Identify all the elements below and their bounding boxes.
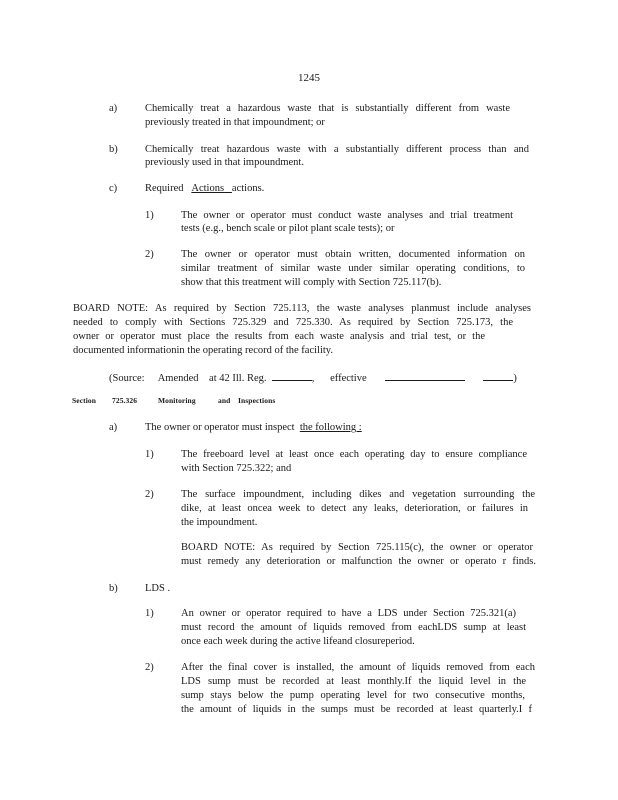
item-b-line-2: previously used in that impoundment. xyxy=(145,157,304,168)
section-a1-line-2: with Section 725.322; and xyxy=(181,463,292,474)
item-c1-line-2: tests (e.g., bench scale or pilot plant scale tests); or xyxy=(181,223,395,234)
section-a2-line-3: the impoundment. xyxy=(181,517,258,528)
item-c1-line-1: The owner or operator must conduct waste analyses and trial treatment xyxy=(181,210,513,221)
section-a-text xyxy=(145,421,362,434)
section-heading xyxy=(72,396,275,405)
source-close: ) xyxy=(513,373,517,384)
section-b2-line-2: LDS sump must be recorded at least monthly.If the liquid level in the xyxy=(181,676,526,687)
section-a1-line-1: The freeboard level at least once each operating day to ensure compliance xyxy=(181,449,527,460)
section-a1-label: 1) xyxy=(145,449,154,460)
section-title-2: and xyxy=(218,396,231,405)
item-c2-label: 2) xyxy=(145,249,154,260)
item-b-label: b) xyxy=(109,144,118,155)
source-note xyxy=(109,370,517,385)
item-c2-line-2: similar treatment of similar waste under similar operating conditions, to xyxy=(181,263,525,274)
reg-page-blank xyxy=(272,370,312,381)
section-title-1: Monitoring xyxy=(158,396,196,405)
item-b-line-1: Chemically treat hazardous waste with a substantially different process than and xyxy=(145,144,529,155)
board-note-1-line-2: needed to comply with Sections 725.329 and 725.330. As required by Section 725.173, the xyxy=(73,317,513,328)
section-a2-line-1: The surface impoundment, including dikes and vegetation surrounding the xyxy=(181,489,535,500)
section-b2-line-1: After the final cover is installed, the amount of liquids removed from each xyxy=(181,662,535,673)
board-note-2-line-1: BOARD NOTE: As required by Section 725.115(c), the owner or operator xyxy=(181,542,533,553)
board-note-1-line-3: owner or operator must place the results from each waste analysis and trial test, or the xyxy=(73,331,485,342)
section-word: Section xyxy=(72,396,97,405)
section-b1-line-3: once each week during the active lifeand closureperiod. xyxy=(181,636,415,647)
section-b2-line-4: the amount of liquids in the sumps must be recorded at least quarterly.I f xyxy=(181,704,532,715)
source-comma: , xyxy=(311,373,315,384)
section-b-label: b) xyxy=(109,583,118,594)
section-b1-label: 1) xyxy=(145,608,154,619)
item-c2-line-3: show that this treatment will comply with Section 725.117(b). xyxy=(181,277,442,288)
source-open: (Source: xyxy=(109,373,145,384)
section-b1-line-1: An owner or operator required to have a LDS under Section 725.321(a) xyxy=(181,608,516,619)
source-effective: effective xyxy=(330,373,367,384)
section-number: 725.326 xyxy=(112,396,138,405)
board-note-1-line-4: documented informationin the operating record of the facility. xyxy=(73,345,333,356)
item-a-line-1: Chemically treat a hazardous waste that is substantially different from waste xyxy=(145,103,510,114)
page-number: 1245 xyxy=(298,72,320,84)
item-c2-line-1: The owner or operator must obtain written, documented information on xyxy=(181,249,525,260)
board-note-1-line-1: BOARD NOTE: As required by Section 725.113, the waste analyses planmust include analyses xyxy=(73,303,531,314)
section-a2-line-2: dike, at least oncea week to detect any leaks, deterioration, or failures in xyxy=(181,503,528,514)
source-amended: Amended xyxy=(157,373,199,384)
item-a-line-2: previously treated in that impoundment; or xyxy=(145,117,325,128)
section-a-label: a) xyxy=(109,422,118,433)
item-c-underlined: Actions xyxy=(191,183,225,194)
item-c-text-after: actions. xyxy=(231,183,265,194)
section-b2-label: 2) xyxy=(145,662,154,673)
item-c-text-before: Required xyxy=(145,183,184,194)
item-a-label: a) xyxy=(109,103,118,114)
section-b2-line-3: sump stays below the pump operating level for two consecutive months, xyxy=(181,690,525,701)
section-b1-line-2: must record the amount of liquids removed from eachLDS sump at least xyxy=(181,622,526,633)
effective-date-blank xyxy=(385,370,465,381)
board-note-2-line-2: must remedy any deterioration or malfunction the owner or operato r finds. xyxy=(181,556,536,567)
section-a-text-before: The owner or operator must inspect xyxy=(145,422,295,433)
section-b-text: LDS . xyxy=(145,583,171,594)
section-a2-label: 2) xyxy=(145,489,154,500)
item-c-text xyxy=(145,182,264,195)
item-c1-label: 1) xyxy=(145,210,154,221)
section-title-3: Inspections xyxy=(238,396,276,405)
item-c-label: c) xyxy=(109,183,118,194)
section-a-underlined: the following : xyxy=(299,422,362,433)
source-reg: at 42 Ill. Reg. xyxy=(209,373,267,384)
year-blank xyxy=(483,370,513,381)
